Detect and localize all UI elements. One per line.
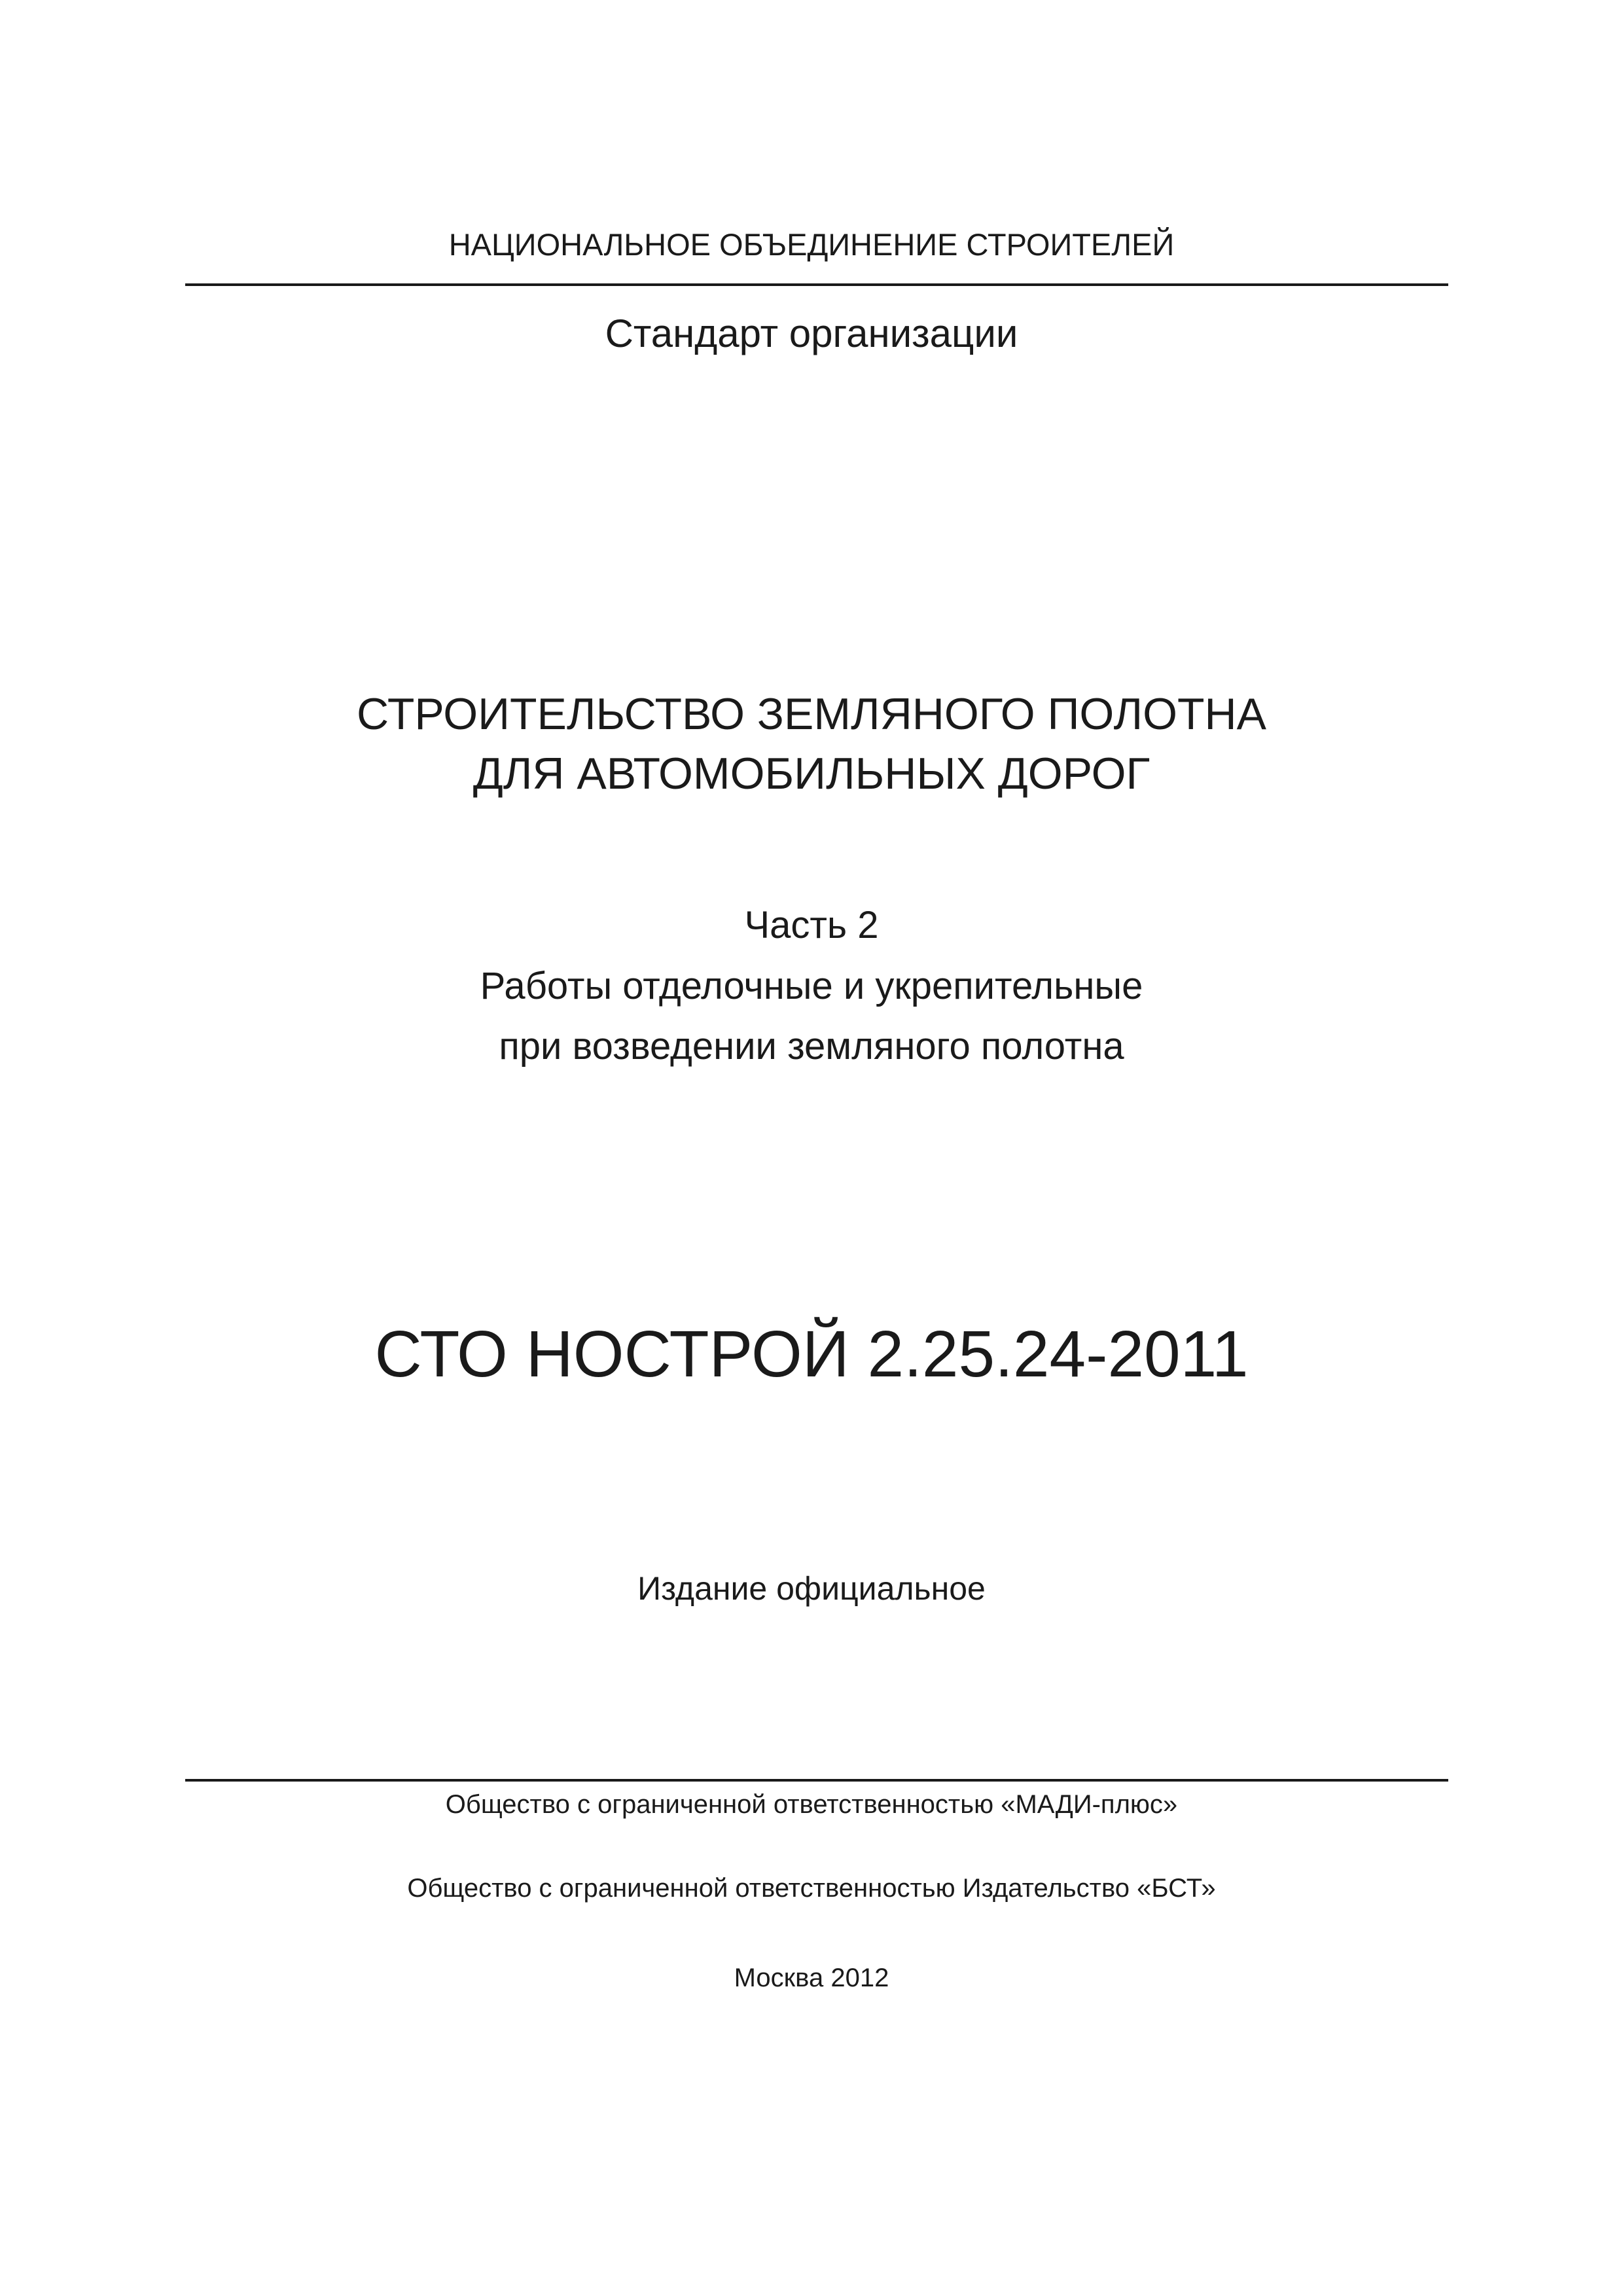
document-title-line-1: СТРОИТЕЛЬСТВО ЗЕМЛЯНОГО ПОЛОТНА bbox=[356, 689, 1267, 739]
standard-type: Стандарт организации bbox=[605, 312, 1018, 355]
publisher-2: Общество с ограниченной ответственностью Издательство «БСТ» bbox=[407, 1874, 1216, 1903]
part-subtitle-line-1: Работы отделочные и укрепительные bbox=[480, 965, 1143, 1007]
publisher-1: Общество с ограниченной ответственностью «МАДИ-плюс» bbox=[445, 1790, 1178, 1819]
document-title-line-2: ДЛЯ АВТОМОБИЛЬНЫХ ДОРОГ bbox=[473, 749, 1150, 798]
part-subtitle-line-2: при возведении земляного полотна bbox=[499, 1025, 1124, 1067]
city-year: Москва 2012 bbox=[734, 1964, 889, 1992]
document-code: СТО НОСТРОЙ 2.25.24-2011 bbox=[374, 1318, 1249, 1391]
edition-label: Издание официальное bbox=[637, 1570, 986, 1607]
part-label: Часть 2 bbox=[744, 904, 879, 946]
organization-name: НАЦИОНАЛЬНОЕ ОБЪЕДИНЕНИЕ СТРОИТЕЛЕЙ bbox=[448, 227, 1175, 262]
header-divider bbox=[185, 283, 1448, 286]
footer-divider bbox=[185, 1779, 1448, 1782]
